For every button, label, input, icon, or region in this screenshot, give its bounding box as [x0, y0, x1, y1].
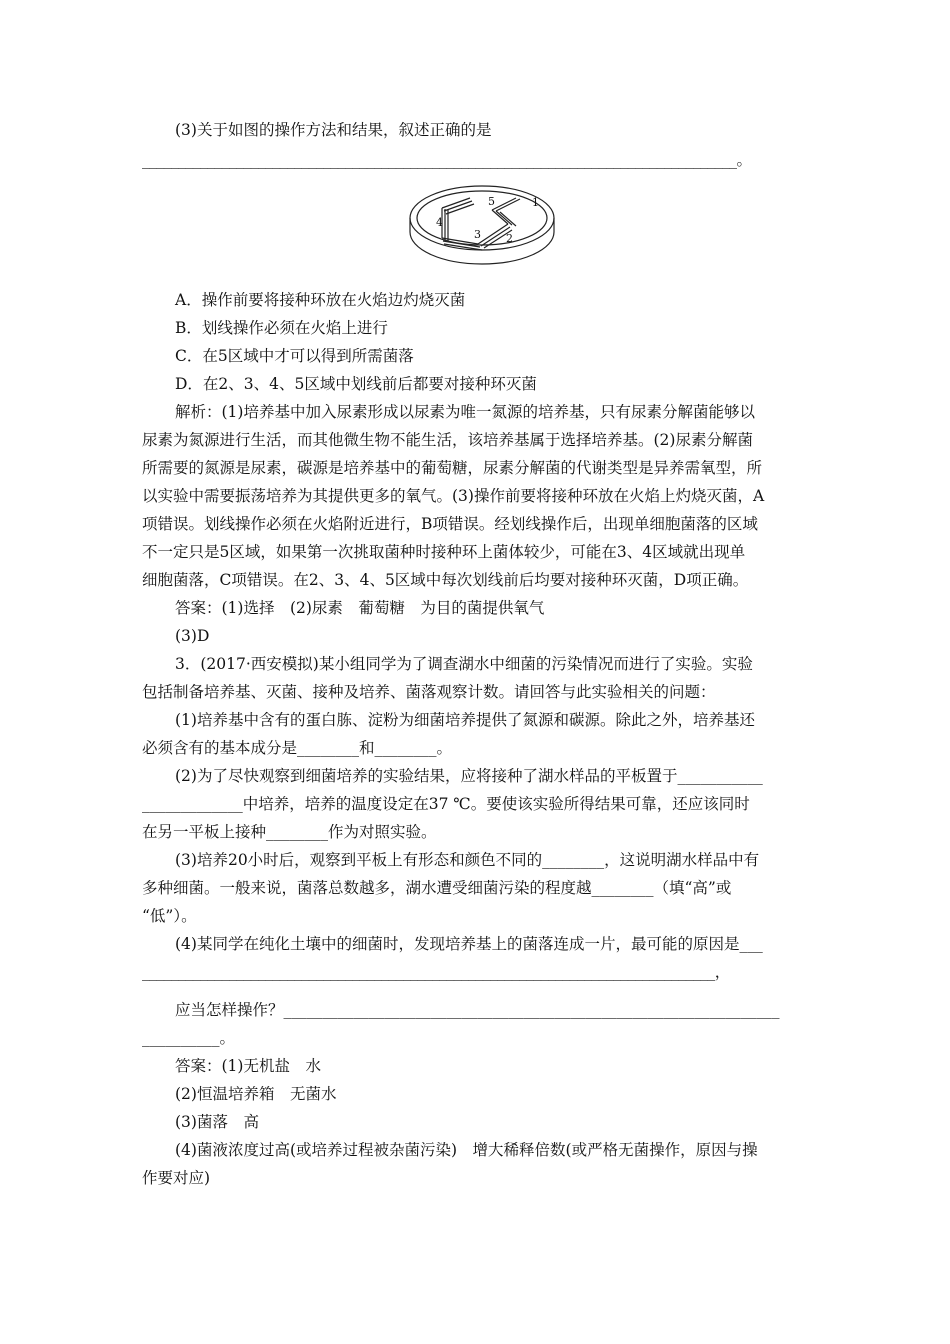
analysis-line: 所需要的氮源是尿素，碳源是培养基中的葡萄糖，尿素分解菌的代谢类型是异养需氧型，所	[142, 459, 763, 477]
answer-line: 答案：(1)选择 (2)尿素 葡萄糖 为目的菌提供氧气	[175, 599, 545, 617]
answer-line: 作要对应)	[142, 1169, 211, 1187]
q2-part3-stem: (3)关于如图的操作方法和结果，叙述正确的是	[175, 121, 492, 139]
q3-part4: (4)某同学在纯化土壤中的细菌时，发现培养基上的菌落连成一片，最可能的原因是___	[175, 935, 763, 953]
analysis-line: 以实验中需要振荡培养为其提供更多的氧气。(3)操作前要将接种环放在火焰上灼烧灭菌，A	[142, 487, 765, 505]
option-d: D．在2、3、4、5区域中划线前后都要对接种环灭菌	[175, 375, 537, 393]
answer-line: (4)菌液浓度过高(或培养过程被杂菌污染) 增大稀释倍数(或严格无菌操作，原因与操	[175, 1141, 758, 1159]
answer-line: (3)菌落 高	[175, 1113, 259, 1131]
option-a: A．操作前要将接种环放在火焰边灼烧灭菌	[175, 291, 466, 309]
region-label-5: 5	[488, 195, 495, 208]
option-c: C．在5区域中才可以得到所需菌落	[175, 347, 414, 365]
analysis-line: 不一定只是5区域，如果第一次挑取菌种时接种环上菌体较少，可能在3、4区域就出现单	[142, 543, 746, 561]
analysis-line: 尿素为氮源进行生活，而其他微生物不能生活，该培养基属于选择培养基。(2)尿素分解菌	[142, 431, 753, 449]
q3-part3: 多种细菌。一般来说，菌落总数越多，湖水遭受细菌污染的程度越________（填“高”或	[142, 879, 732, 897]
answer-line: (2)恒温培养箱 无菌水	[175, 1085, 337, 1103]
region-label-3: 3	[474, 228, 481, 241]
q3-part1: 必须含有的基本成分是________和________。	[142, 739, 453, 757]
q3-part3: “低”）。	[142, 907, 197, 925]
analysis-line: 项错误。划线操作必须在火焰附近进行，B项错误。经划线操作后，出现单细胞菌落的区域	[142, 515, 758, 533]
q3-part4: 应当怎样操作？________________________________________________________________	[175, 1001, 780, 1019]
q3-stem: 包括制备培养基、灭菌、接种及培养、菌落观察计数。请回答与此实验相关的问题：	[142, 683, 716, 701]
q3-stem: 3．(2017·西安模拟)某小组同学为了调查湖水中细菌的污染情况而进行了实验。实验	[175, 655, 753, 673]
answer-blank: __________________________________________________________________________________。	[142, 151, 752, 169]
analysis-line: 细胞菌落，C项错误。在2、3、4、5区域中每次划线前后均要对接种环灭菌，D项正确。	[142, 571, 749, 589]
q3-part4: __________。	[142, 1029, 236, 1047]
region-label-2: 2	[506, 232, 513, 245]
q3-part2: 在另一平板上接种________作为对照实验。	[142, 823, 437, 841]
q3-part4: _______________________________________________________________________________，	[142, 963, 730, 981]
option-b: B．划线操作必须在火焰上进行	[175, 319, 388, 337]
region-label-4: 4	[436, 216, 443, 229]
answer-line: 答案：(1)无机盐 水	[175, 1057, 321, 1075]
region-label-1: 1	[532, 196, 539, 209]
q3-part2: _____________中培养，培养的温度设定在37 ℃。要使该实验所得结果可靠，还应该同时	[142, 795, 750, 813]
answer-line: (3)D	[175, 627, 210, 645]
q3-part2: (2)为了尽快观察到细菌培养的实验结果，应将接种了湖水样品的平板置于___________	[175, 767, 763, 785]
analysis-line: 解析：(1)培养基中加入尿素形成以尿素为唯一氮源的培养基，只有尿素分解菌能够以	[175, 403, 755, 421]
streak-plate-figure	[408, 180, 556, 270]
q3-part1: (1)培养基中含有的蛋白胨、淀粉为细菌培养提供了氮源和碳源。除此之外，培养基还	[175, 711, 755, 729]
q3-part3: (3)培养20小时后，观察到平板上有形态和颜色不同的________，这说明湖水样品中有	[175, 851, 760, 869]
